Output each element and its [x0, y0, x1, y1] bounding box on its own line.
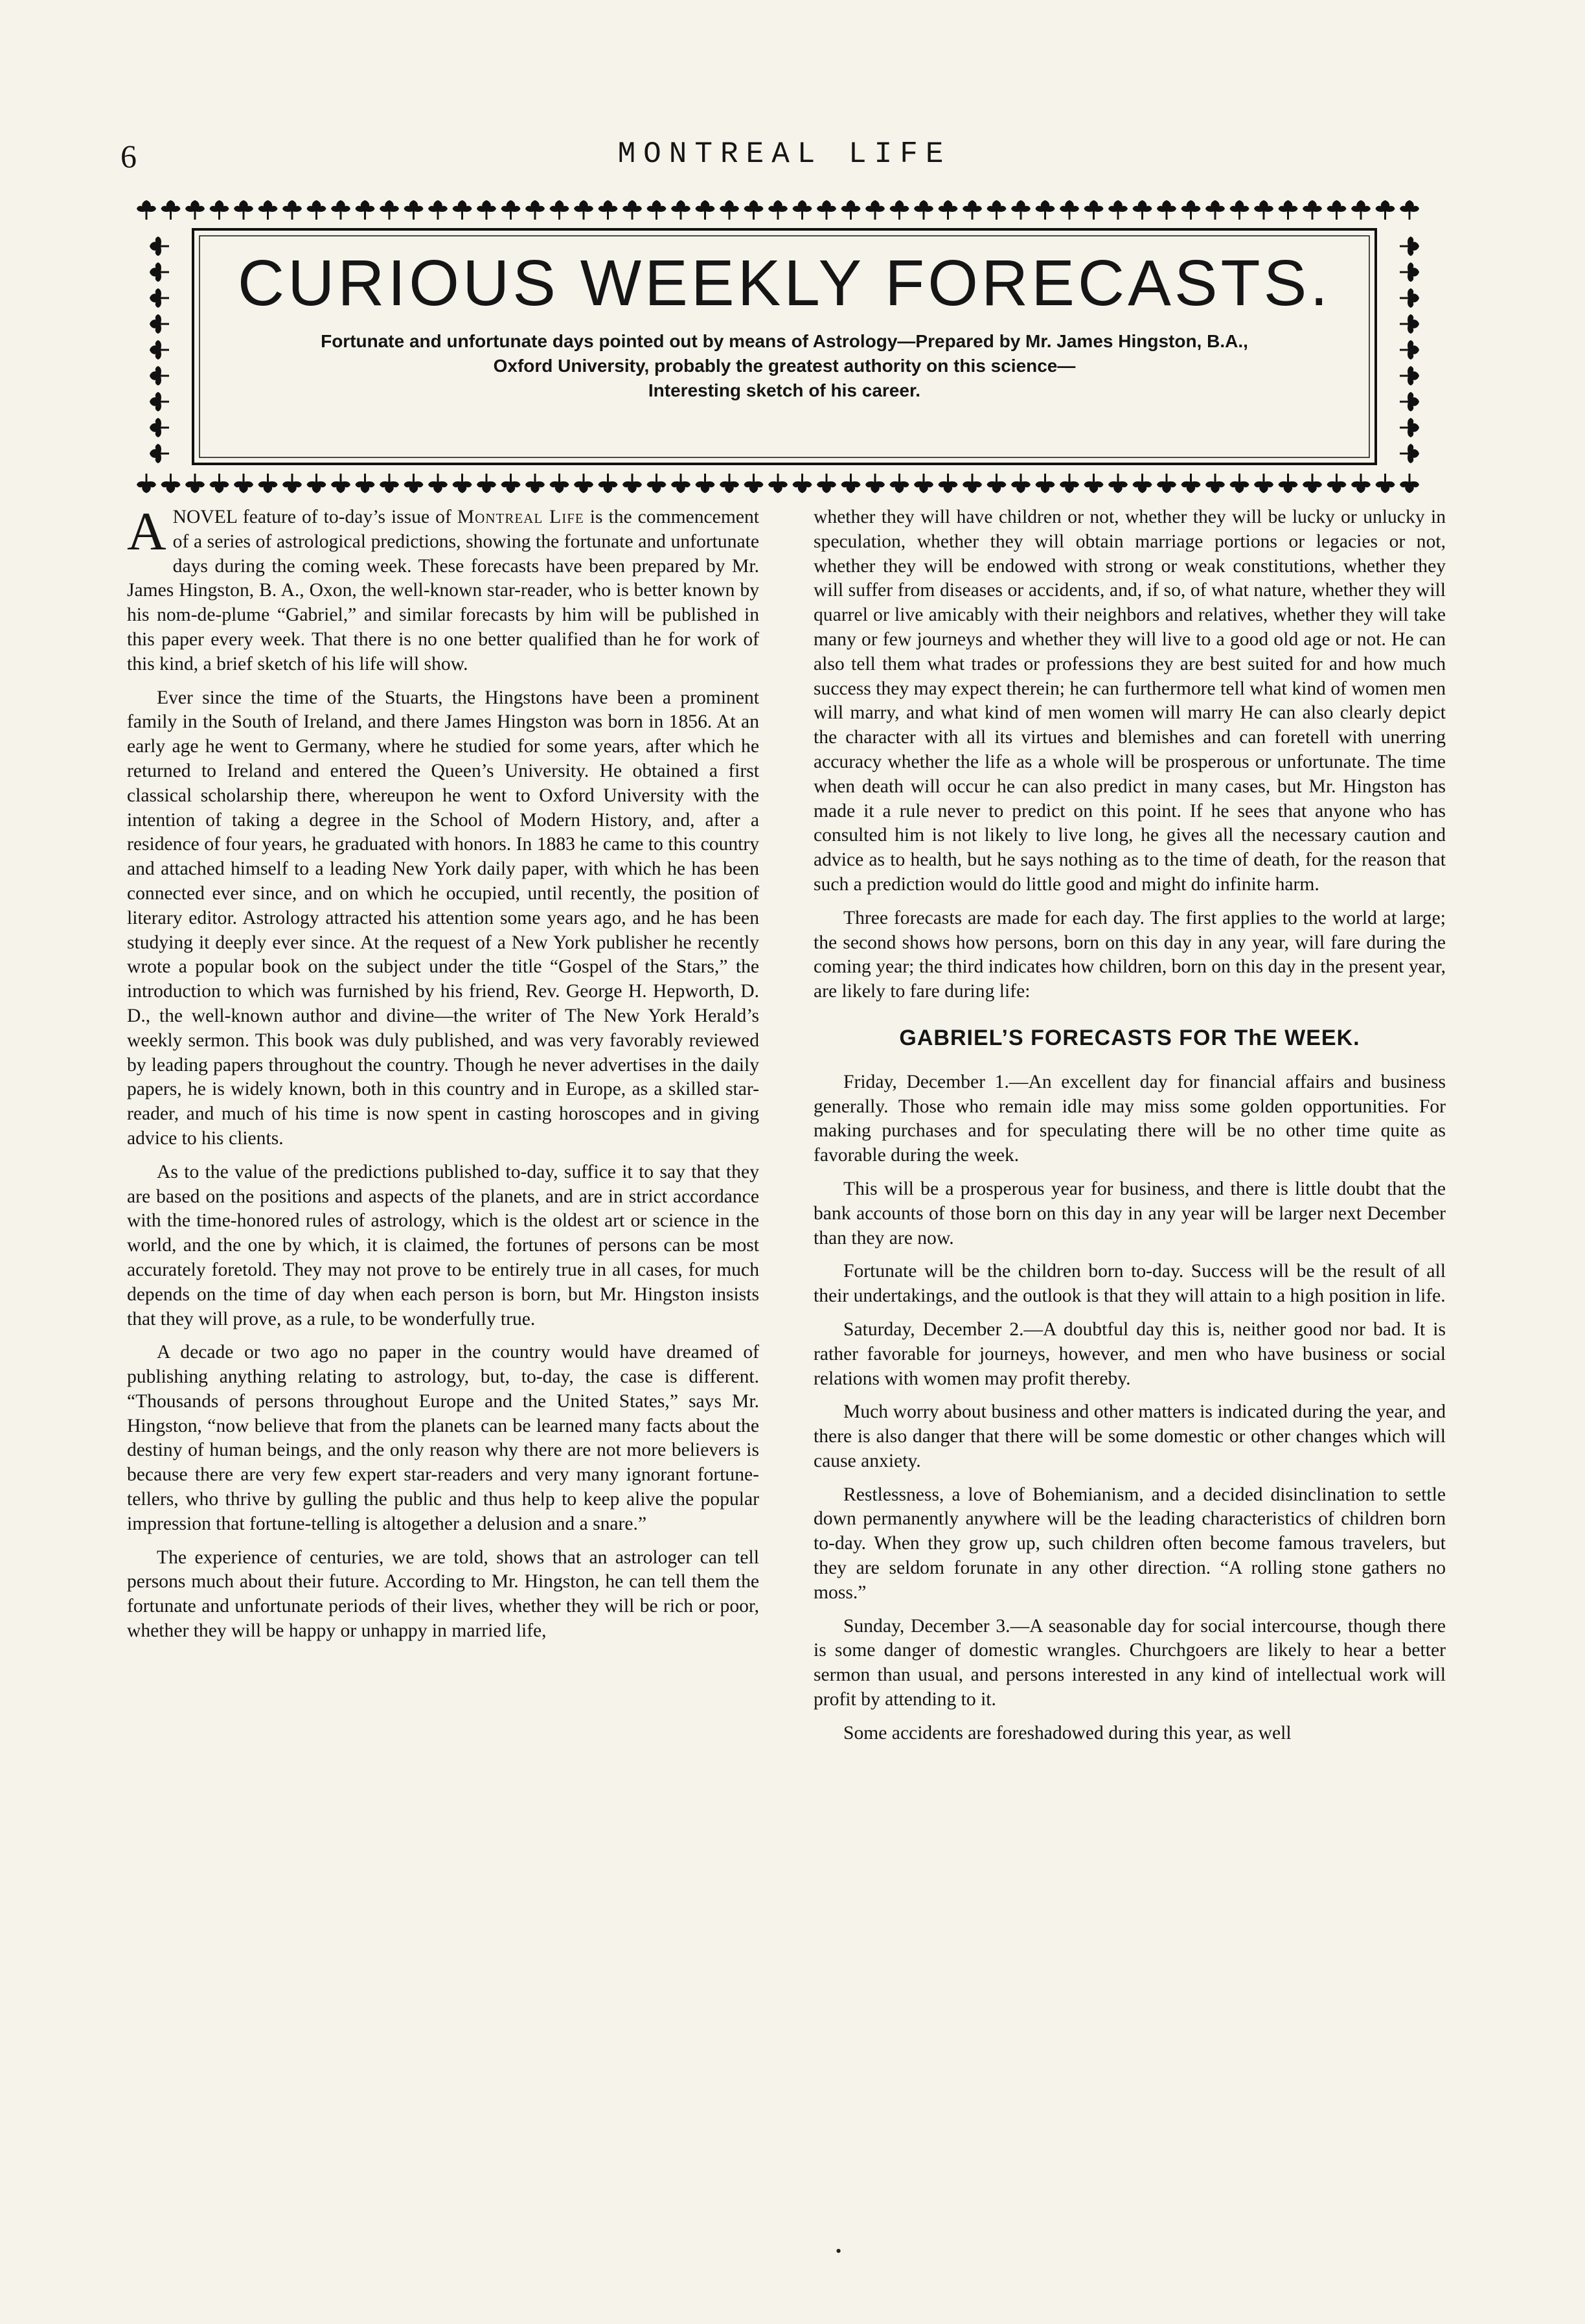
border-leaf-ornament	[744, 474, 764, 493]
border-leaf-ornament	[1400, 314, 1419, 334]
border-leaf-ornament	[1327, 474, 1347, 493]
border-leaf-ornament	[914, 200, 933, 220]
border-leaf-ornament	[185, 474, 205, 493]
border-leaf-ornament	[525, 474, 545, 493]
border-leaf-ornament	[914, 474, 933, 493]
border-leaf-ornament	[574, 474, 593, 493]
border-leaf-ornament	[1060, 200, 1079, 220]
forecast-friday-born: This will be a prosperous year for business, and there is little doubt that the bank accounts of those born on this day in any year will be larger next December than they are now.	[814, 1178, 1446, 1248]
page-header	[120, 137, 1448, 183]
border-leaf-ornament	[793, 474, 812, 493]
border-leaf-ornament	[696, 474, 715, 493]
border-leaf-ornament	[987, 474, 1007, 493]
paragraph-three-forecasts: Three forecasts are made for each day. The first applies to the world at large; the second shows how persons, born on this day in any year, will fare during the coming year; the third indicates how children, born on this day in the present year, are likely to fare during life:	[814, 907, 1446, 1002]
border-leaf-ornament	[477, 200, 496, 220]
border-leaf-ornament	[793, 200, 812, 220]
border-leaf-ornament	[1011, 200, 1031, 220]
publication-name: Montreal Life	[457, 507, 584, 527]
border-leaf-ornament	[1400, 474, 1419, 493]
border-leaf-ornament	[1181, 474, 1201, 493]
border-leaf-ornament	[1036, 200, 1055, 220]
border-leaf-ornament	[150, 444, 169, 463]
border-leaf-ornament	[1279, 474, 1298, 493]
border-leaf-ornament	[1084, 200, 1104, 220]
border-leaf-ornament	[185, 200, 205, 220]
border-leaf-ornament	[307, 474, 326, 493]
border-leaf-ornament	[150, 366, 169, 385]
border-leaf-ornament	[258, 200, 278, 220]
border-leaf-ornament	[404, 474, 424, 493]
border-leaf-ornament	[720, 474, 739, 493]
border-leaf-ornament	[890, 200, 909, 220]
border-leaf-ornament	[1181, 200, 1201, 220]
border-leaf-ornament	[1133, 200, 1152, 220]
border-leaf-ornament	[1230, 474, 1249, 493]
border-leaf-ornament	[1108, 474, 1128, 493]
border-leaf-ornament	[1084, 474, 1104, 493]
border-leaf-ornament	[890, 474, 909, 493]
border-leaf-ornament	[963, 474, 982, 493]
border-leaf-ornament	[161, 200, 181, 220]
border-leaf-ornament	[1400, 200, 1419, 220]
border-leaf-ornament	[258, 474, 278, 493]
border-leaf-ornament	[1376, 474, 1395, 493]
border-leaf-ornament	[150, 262, 169, 282]
banner-subtitle-line-3: Interesting sketch of his career.	[648, 380, 921, 400]
border-leaf-ornament	[1108, 200, 1128, 220]
border-leaf-ornament	[939, 474, 958, 493]
border-leaf-ornament	[428, 200, 448, 220]
border-leaf-ornament	[150, 314, 169, 334]
border-leaf-ornament	[1376, 200, 1395, 220]
border-leaf-ornament	[331, 474, 350, 493]
border-leaf-ornament	[574, 200, 593, 220]
border-leaf-ornament	[1157, 200, 1176, 220]
border-leaf-ornament	[550, 474, 569, 493]
border-leaf-ornament	[210, 474, 229, 493]
border-leaf-ornament	[841, 474, 861, 493]
forecast-sunday-born: Some accidents are foreshadowed during this year, as well	[843, 1722, 1292, 1743]
border-leaf-ornament	[210, 200, 229, 220]
border-leaf-ornament	[1254, 474, 1273, 493]
border-leaf-ornament	[647, 200, 667, 220]
running-head: MONTREAL LIFE	[617, 137, 952, 171]
border-leaf-ornament	[696, 200, 715, 220]
border-leaf-ornament	[1400, 288, 1419, 308]
border-leaf-ornament	[963, 200, 982, 220]
border-leaf-ornament	[161, 474, 181, 493]
border-leaf-ornament	[307, 200, 326, 220]
forecast-saturday-children: Restlessness, a love of Bohemianism, and a decided disinclination to settle down permanently anywhere will be the leading characteristics of children born to-day. When they grow up, such children often become famous travelers, but they are seldom forunate in any other direction. “A rolling stone gathers no moss.”	[814, 1484, 1446, 1603]
border-leaf-ornament	[1230, 200, 1249, 220]
banner-subtitle-line-1: Fortunate and unfortunate days pointed out by means of Astrology—Prepared by Mr. James Hingston, B.A.,	[321, 331, 1248, 351]
border-leaf-ornament	[939, 200, 958, 220]
page-number: 6	[120, 138, 138, 174]
banner-content	[205, 240, 1364, 454]
border-leaf-ornament	[987, 200, 1007, 220]
border-leaf-ornament	[1351, 200, 1371, 220]
border-leaf-ornament	[647, 474, 667, 493]
border-leaf-ornament	[1133, 474, 1152, 493]
border-leaf-ornament	[622, 200, 642, 220]
border-leaf-ornament	[1060, 474, 1079, 493]
border-leaf-ornament	[865, 200, 885, 220]
border-leaf-ornament	[331, 200, 350, 220]
border-leaf-ornament	[1327, 200, 1347, 220]
forecasts-heading: GABRIEL’S FORECASTS FOR ThE WEEK.	[899, 1025, 1360, 1050]
border-leaf-ornament	[1400, 418, 1419, 437]
paragraph-intro: ANOVEL feature of to-day’s issue of Montreal Life is the commencement of a series of astrological predictions, showing the fortunate and unfortunate days during the coming week. These forecasts have been prepared by Mr. James Hingston, B. A., Oxon, the well-known star-reader, who is better known by his nom-de-plume “Gabriel,” and similar forecasts by him will be published in this paper every week. That there is no one better qualified than he for work of this kind, a brief sketch of his life will show.	[127, 505, 759, 674]
border-leaf-ornament	[137, 474, 156, 493]
border-leaf-ornament	[234, 474, 253, 493]
paragraph-predictions-value: As to the value of the predictions published to-day, suffice it to say that they are based on the positions and aspects of the planets, and are in strict accordance with the time-honored rules of astrology, which is the oldest art or science in the world, and the one by which, it is claimed, the fortunes of persons can be most accurately foretold. They may not prove to be entirely true in all cases, for much depends on the time of day when each person is born, but Mr. Hingston insists that they will prove, as a rule, to be wonderfully true.	[127, 1161, 759, 1329]
paragraph-continued: whether they will have children or not, whether they will be lucky or unlucky in speculation, whether they will obtain marriage portions or legacies or not, whether they will be endowed with strong or weak constitutions, whether they will suffer from diseases or accidents, and, if so, of what nature, whether they will quarrel or live amicably with their neighbors and relatives, whether they will take many or few journeys and whether they will live to a good old age or not. He can also tell them what trades or professions they are best suited for and how much success they may expect therein; he can furthermore tell what kind of women men will marry, and what kind of men women will marry He can also clearly depict the character with all its virtues and blemishes and can foretell with unerring accuracy whether the life as a whole will be prosperous or unfortunate. The time when death will occur he can also predict in many cases, but Mr. Hingston has made it a rule never to predict on this point. If he sees that anyone who has consulted him is not likely to live long, he gives all the necessary caution and advice as to health, but he says nothing as to the time of death, for the reason that such a prediction would do little good and might do infinite harm.	[814, 507, 1446, 895]
border-leaf-ornament	[1011, 474, 1031, 493]
border-leaf-ornament	[380, 200, 399, 220]
border-leaf-ornament	[1400, 392, 1419, 411]
banner-subtitle-line-2: Oxford University, probably the greatest authority on this science—	[493, 356, 1076, 376]
border-leaf-ornament	[404, 200, 424, 220]
border-leaf-ornament	[1036, 474, 1055, 493]
border-leaf-ornament	[477, 474, 496, 493]
border-leaf-ornament	[1400, 444, 1419, 463]
print-speck: •	[836, 2242, 842, 2261]
border-leaf-ornament	[453, 474, 472, 493]
forecast-sunday-world: Sunday, December 3.—A seasonable day for social intercourse, though there is some danger of domestic wrangles. Churchgoers are likely to hear a better sermon than usual, and persons interested in any kind of intellectual work will profit by attending to it.	[814, 1615, 1446, 1710]
border-leaf-ornament	[501, 200, 521, 220]
forecast-saturday-world: Saturday, December 2.—A doubtful day this is, neither good nor bad. It is rather favorable for journeys, however, and men who have business or social relations with women may profit thereby.	[814, 1318, 1446, 1389]
border-leaf-ornament	[671, 200, 690, 220]
banner-subtitle	[221, 329, 1348, 403]
border-leaf-ornament	[599, 474, 618, 493]
border-leaf-ornament	[356, 474, 375, 493]
border-leaf-ornament	[501, 474, 521, 493]
border-leaf-ornament	[599, 200, 618, 220]
border-leaf-ornament	[550, 200, 569, 220]
border-leaf-ornament	[1303, 200, 1322, 220]
border-leaf-ornament	[768, 200, 788, 220]
border-leaf-ornament	[150, 418, 169, 437]
border-leaf-ornament	[525, 200, 545, 220]
border-leaf-ornament	[1400, 262, 1419, 282]
border-leaf-ornament	[150, 340, 169, 360]
border-leaf-ornament	[622, 474, 642, 493]
border-leaf-ornament	[744, 200, 764, 220]
border-leaf-ornament	[428, 474, 448, 493]
border-leaf-ornament	[1400, 340, 1419, 360]
border-leaf-ornament	[1254, 200, 1273, 220]
border-leaf-ornament	[282, 200, 302, 220]
border-leaf-ornament	[1303, 474, 1322, 493]
border-leaf-ornament	[380, 474, 399, 493]
border-leaf-ornament	[150, 236, 169, 256]
border-leaf-ornament	[1205, 474, 1225, 493]
border-leaf-ornament	[282, 474, 302, 493]
border-leaf-ornament	[137, 200, 156, 220]
border-leaf-ornament	[150, 392, 169, 411]
border-leaf-ornament	[817, 474, 836, 493]
border-leaf-ornament	[1351, 474, 1371, 493]
border-leaf-ornament	[1279, 200, 1298, 220]
border-leaf-ornament	[453, 200, 472, 220]
paragraph-experience: The experience of centuries, we are told, shows that an astrologer can tell persons much about their future. According to Mr. Hingston, he can tell them the fortunate and unfortunate periods of their lives, whether they will be rich or poor, whether they will be happy or unhappy in married life,	[127, 1547, 759, 1642]
border-leaf-ornament	[720, 200, 739, 220]
forecast-friday-children: Fortunate will be the children born to-day. Success will be the result of all their undertakings, and the outlook is that they will attain to a high position in life.	[814, 1261, 1446, 1307]
drop-cap: A	[127, 505, 166, 562]
forecast-friday-world: Friday, December 1.—An excellent day for financial affairs and business generally. Those who remain idle may miss some golden opportunities. For making purchases and for speculating there will be no other time quite as favorable during the week.	[814, 1071, 1446, 1166]
paragraph-biography: Ever since the time of the Stuarts, the Hingstons have been a prominent family in the South of Ireland, and there James Hingston was born in 1856. At an early age he went to Germany, where he studied for some years, after which he returned to Ireland and entered the Queen’s University. He obtained a first classical scholarship there, whereupon he went to Oxford University with the intention of taking a degree in the School of Modern History, and, after a residence of four years, he graduated with honors. In 1883 he came to this country and attached himself to a leading New York daily paper, with which he has been connected ever since, and on which he occupied, until recently, the position of literary editor. Astrology attracted his attention some years ago, and he has been studying it deeply ever since. At the request of a New York publisher he recently wrote a popular book on the subject under the title “Gospel of the Stars,” the introduction to which was furnished by his friend, Rev. George H. Hepworth, D. D., the well-known author and divine—the writer of The New York Herald’s weekly sermon. This book was duly published, and was very favorably reviewed by leading papers throughout the country. Though he never advertises in the daily papers, he is widely known, both in this country and in Europe, as a skilled star-reader, and much of his time is now spent in casting horoscopes and in giving advice to his clients.	[127, 687, 759, 1149]
left-column	[127, 505, 759, 2216]
border-leaf-ornament	[1400, 236, 1419, 256]
border-leaf-ornament	[671, 474, 690, 493]
forecast-saturday-born: Much worry about business and other matters is indicated during the year, and there is also danger that there will be some domestic or other changes which will cause anxiety.	[814, 1401, 1446, 1471]
title-banner	[120, 194, 1448, 499]
border-leaf-ornament	[1400, 366, 1419, 385]
border-leaf-ornament	[150, 288, 169, 308]
border-leaf-ornament	[234, 200, 253, 220]
banner-title: CURIOUS WEEKLY FORECASTS.	[237, 247, 1332, 319]
border-leaf-ornament	[1205, 200, 1225, 220]
right-column	[814, 505, 1446, 2216]
border-leaf-ornament	[1157, 474, 1176, 493]
border-leaf-ornament	[841, 200, 861, 220]
article-body	[127, 505, 1448, 2216]
paragraph-astrology-history: A decade or two ago no paper in the country would have dreamed of publishing anything relating to astrology, but, to-day, the case is different. “Thousands of persons throughout Europe and the United States,” says Mr. Hingston, “now believe that from the planets can be learned many facts about the destiny of human beings, and the only reason why there are not more believers is because there are very few expert star-readers and very many ignorant fortune-tellers, who thrive by gulling the public and thus help to keep alive the popular impression that fortune-telling is altogether a delusion and a snare.”	[127, 1342, 759, 1534]
border-leaf-ornament	[356, 200, 375, 220]
border-leaf-ornament	[817, 200, 836, 220]
border-leaf-ornament	[768, 474, 788, 493]
border-leaf-ornament	[865, 474, 885, 493]
